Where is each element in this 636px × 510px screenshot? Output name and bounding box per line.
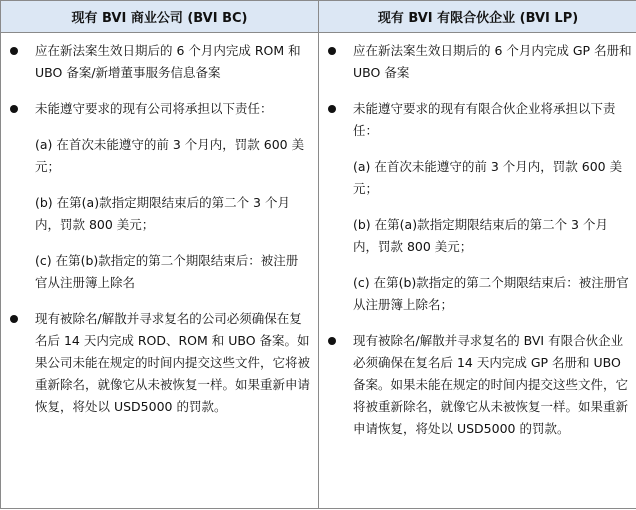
item-text: 未能遵守要求的现有公司将承担以下责任： <box>35 101 273 116</box>
list-item <box>1 308 314 418</box>
bullet-icon <box>1 308 35 418</box>
list-item <box>319 98 633 142</box>
sub-clause-a: (a) 在首次未能遵守的前 3 个月内，罚款 600 美元； <box>353 159 623 196</box>
sub-clause-c: (c) 在第(b)款指定的第二个期限结束后：被注册官从注册簿上除名 <box>35 253 299 290</box>
item-text: 应在新法案生效日期后的 6 个月内完成 GP 名册和 UBO 备案 <box>353 43 632 80</box>
sub-clause-b: (b) 在第(a)款指定期限结束后的第二个 3 个月内，罚款 800 美元； <box>353 217 608 254</box>
header-bvi-lp: 现有 BVI 有限合伙企业 (BVI LP) <box>319 1 636 33</box>
left-column <box>1 33 319 509</box>
bullet-icon <box>319 98 353 142</box>
item-text: 现有被除名/解散并寻求复名的 BVI 有限合伙企业必须确保在复名后 14 天内完成 GP 名册和 UBO 备案。如果未能在规定的时间内提交这些文件，它将被重新除名，就像它从未被恢复一样。如果重新申请恢复，将处以 USD5000 的罚款。 <box>353 333 629 436</box>
item-text: 应在新法案生效日期后的 6 个月内完成 ROM 和 UBO 备案/新增董事服务信息备案 <box>35 43 301 80</box>
bullet-icon <box>1 40 35 84</box>
bullet-icon <box>319 330 353 440</box>
sub-clause-c: (c) 在第(b)款指定的第二个期限结束后：被注册官从注册簿上除名； <box>353 275 629 312</box>
list-item <box>319 330 633 440</box>
item-text: 现有被除名/解散并寻求复名的公司必须确保在复名后 14 天内完成 ROD、ROM 和 UBO 备案。如果公司未能在规定的时间内提交这些文件，它将被重新除名，就像它从未被恢复一样。如果重新申请恢复，将处以 USD5000 的罚款。 <box>35 311 311 414</box>
header-bvi-bc: 现有 BVI 商业公司 (BVI BC) <box>1 1 319 33</box>
bullet-icon <box>319 40 353 84</box>
item-text: 未能遵守要求的现有有限合伙企业将承担以下责任： <box>353 101 616 138</box>
right-column <box>319 33 636 509</box>
list-item <box>319 40 633 84</box>
list-item <box>1 40 314 84</box>
list-item <box>1 98 314 120</box>
sub-clause-a: (a) 在首次未能遵守的前 3 个月内，罚款 600 美元； <box>35 137 305 174</box>
sub-clause-b: (b) 在第(a)款指定期限结束后的第二个 3 个月内，罚款 800 美元； <box>35 195 290 232</box>
bullet-icon <box>1 98 35 120</box>
